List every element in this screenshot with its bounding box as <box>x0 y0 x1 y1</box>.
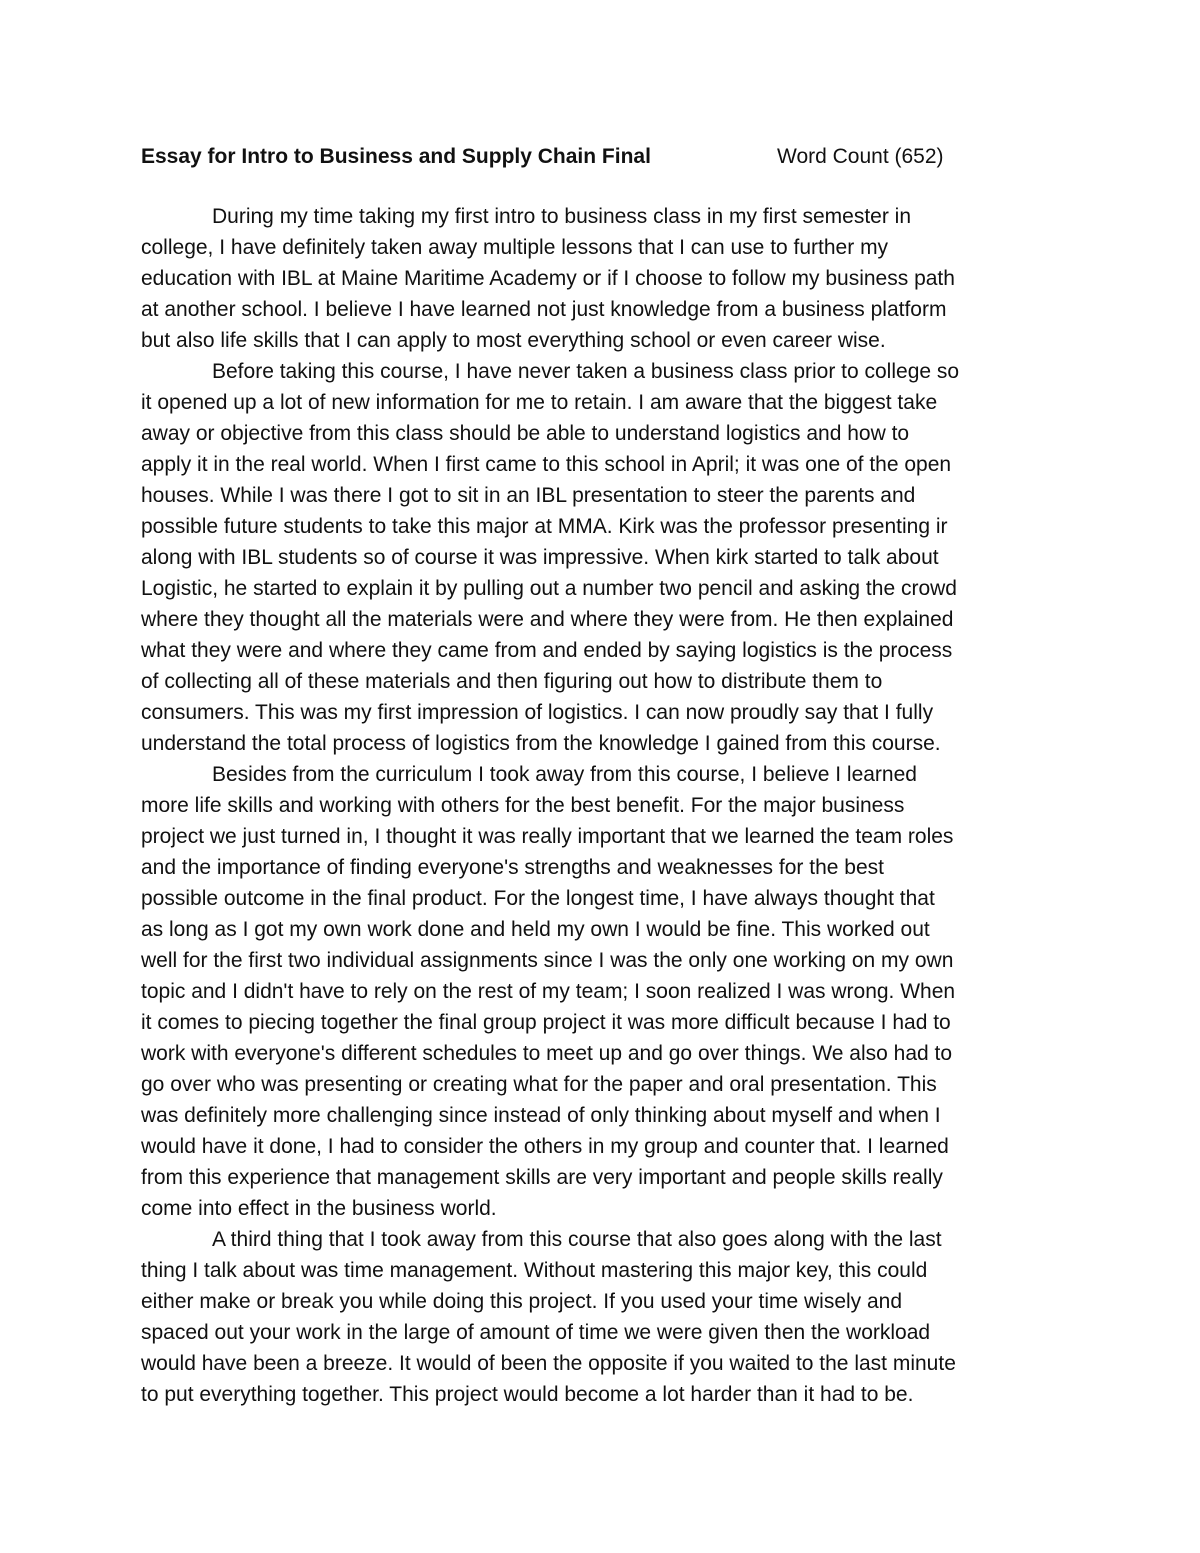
paragraph-first-line: During my time taking my first intro to business class in my first semester in <box>212 205 912 228</box>
paragraph-first-line: Before taking this course, I have never taken a business class prior to college so <box>212 360 960 383</box>
paragraph-line: would have it done, I had to consider the others in my group and counter that. I learned <box>141 1135 949 1158</box>
paragraph-line: college, I have definitely taken away multiple lessons that I can use to further my <box>141 236 889 259</box>
paragraph-line: work with everyone's different schedules to meet up and go over things. We also had to <box>141 1042 953 1065</box>
paragraph-line: come into effect in the business world. <box>141 1197 497 1220</box>
paragraph-line: possible future students to take this major at MMA. Kirk was the professor presenting ir <box>141 515 948 538</box>
word-count-label: Word Count (652) <box>777 145 944 168</box>
paragraph-line: where they thought all the materials were and where they were from. He then explained <box>141 608 954 631</box>
paragraph-first-line: Besides from the curriculum I took away from this course, I believe I learned <box>212 763 917 786</box>
paragraph-line: it opened up a lot of new information for me to retain. I am aware that the biggest take <box>141 391 938 414</box>
document-title: Essay for Intro to Business and Supply Chain Final <box>141 145 651 168</box>
paragraph-line: houses. While I was there I got to sit in an IBL presentation to steer the parents and <box>141 484 916 507</box>
paragraph-line: consumers. This was my first impression of logistics. I can now proudly say that I fully <box>141 701 934 724</box>
paragraph-line: education with IBL at Maine Maritime Academy or if I choose to follow my business path <box>141 267 955 290</box>
paragraph-line: project we just turned in, I thought it was really important that we learned the team roles <box>141 825 954 848</box>
paragraph-line: more life skills and working with others for the best benefit. For the major business <box>141 794 905 817</box>
paragraph-line: what they were and where they came from and ended by saying logistics is the process <box>141 639 953 662</box>
paragraph-line: away or objective from this class should be able to understand logistics and how to <box>141 422 910 445</box>
paragraph-first-line: A third thing that I took away from this course that also goes along with the last <box>212 1228 942 1251</box>
paragraph-line: spaced out your work in the large of amount of time we were given then the workload <box>141 1321 931 1344</box>
paragraph-line: would have been a breeze. It would of been the opposite if you waited to the last minute <box>141 1352 956 1375</box>
paragraph-line: apply it in the real world. When I first came to this school in April; it was one of the open <box>141 453 952 476</box>
paragraph-line: and the importance of finding everyone's strengths and weaknesses for the best <box>141 856 884 879</box>
paragraph-line: along with IBL students so of course it was impressive. When kirk started to talk about <box>141 546 939 569</box>
paragraph-line: to put everything together. This project would become a lot harder than it had to be. <box>141 1383 914 1406</box>
paragraph-line: but also life skills that I can apply to most everything school or even career wise. <box>141 329 886 352</box>
paragraph-line: well for the first two individual assignments since I was the only one working on my own <box>141 949 954 972</box>
paragraph-line: go over who was presenting or creating what for the paper and oral presentation. This <box>141 1073 937 1096</box>
paragraph-line: thing I talk about was time management. Without mastering this major key, this could <box>141 1259 928 1282</box>
paragraph-line: was definitely more challenging since instead of only thinking about myself and when I <box>141 1104 941 1127</box>
paragraph-line: either make or break you while doing this project. If you used your time wisely and <box>141 1290 903 1313</box>
paragraph-line: topic and I didn't have to rely on the rest of my team; I soon realized I was wrong. When <box>141 980 956 1003</box>
paragraph-line: it comes to piecing together the final group project it was more difficult because I had to <box>141 1011 951 1034</box>
paragraph-line: as long as I got my own work done and held my own I would be fine. This worked out <box>141 918 930 941</box>
paragraph-line: from this experience that management skills are very important and people skills really <box>141 1166 943 1189</box>
essay-body <box>141 201 1071 1410</box>
paragraph-line: at another school. I believe I have learned not just knowledge from a business platform <box>141 298 947 321</box>
paragraph-line: possible outcome in the final product. For the longest time, I have always thought that <box>141 887 935 910</box>
paragraph-line: understand the total process of logistics from the knowledge I gained from this course. <box>141 732 941 755</box>
paragraph-line: Logistic, he started to explain it by pulling out a number two pencil and asking the crowd <box>141 577 957 600</box>
paragraph-line: of collecting all of these materials and then figuring out how to distribute them to <box>141 670 883 693</box>
document-header <box>141 140 1061 174</box>
